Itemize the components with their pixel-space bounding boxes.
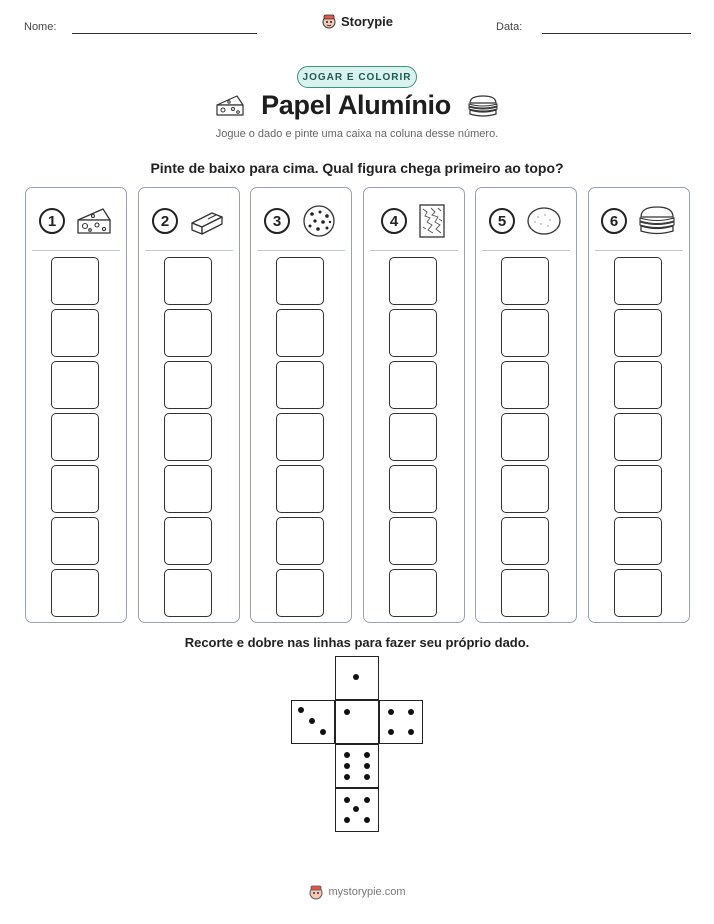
footer [0,884,714,900]
die-pip [388,729,394,735]
color-box[interactable] [164,517,212,565]
color-box[interactable] [51,569,99,617]
color-box[interactable] [389,257,437,305]
color-box[interactable] [501,309,549,357]
die-instruction: Recorte e dobre nas linhas para fazer seu próprio dado. [184,635,530,650]
cheese-icon [75,205,113,237]
column-4 [363,187,465,623]
column-header [26,202,126,240]
column-divider [145,250,233,251]
page-title: Papel Alumínio [261,90,451,120]
column-header [251,202,351,240]
die-pip [344,752,350,758]
die-pip [353,806,359,812]
color-box[interactable] [276,413,324,461]
color-box[interactable] [276,257,324,305]
color-box[interactable] [501,413,549,461]
color-box[interactable] [389,569,437,617]
die-pip [353,674,359,680]
footer-url[interactable]: mystorypie.com [328,886,406,898]
brand-name: Storypie [340,13,393,29]
color-box[interactable] [276,569,324,617]
color-box[interactable] [389,517,437,565]
column-number: 3 [264,208,290,234]
color-box[interactable] [164,569,212,617]
column-header [476,202,576,240]
die-pip [388,709,394,715]
color-box[interactable] [501,465,549,513]
color-box[interactable] [276,517,324,565]
die-face-5 [335,788,379,832]
color-box[interactable] [51,465,99,513]
name-label: Nome: [24,21,57,33]
die-pip [344,797,350,803]
sandwich-icon [467,93,499,119]
color-box[interactable] [276,309,324,357]
die-face-6 [335,744,379,788]
color-box[interactable] [614,361,662,409]
column-number: 2 [152,208,178,234]
die-pip [364,817,370,823]
activity-badge: JOGAR E COLORIR [297,66,417,88]
color-box[interactable] [164,309,212,357]
die-face-3 [291,700,335,744]
die-pip [320,729,326,735]
column-divider [257,250,345,251]
column-header [364,202,464,240]
die-pip [408,709,414,715]
column-1 [25,187,127,623]
color-box[interactable] [164,361,212,409]
die-pip [364,763,370,769]
die-pip [364,774,370,780]
color-box[interactable] [501,569,549,617]
color-box[interactable] [389,309,437,357]
color-box[interactable] [276,465,324,513]
die-pip [309,718,315,724]
color-box[interactable] [614,413,662,461]
column-header [589,202,689,240]
color-box[interactable] [389,465,437,513]
die-pip [364,797,370,803]
color-box[interactable] [164,257,212,305]
color-box[interactable] [501,361,549,409]
column-number: 6 [601,208,627,234]
die-pip [364,752,370,758]
color-box[interactable] [51,361,99,409]
color-box[interactable] [164,465,212,513]
color-box[interactable] [164,413,212,461]
die-face-1-center [335,700,379,744]
color-box[interactable] [614,465,662,513]
die-pip [344,709,350,715]
color-box[interactable] [501,257,549,305]
color-box[interactable] [614,569,662,617]
column-divider [595,250,683,251]
color-box[interactable] [389,361,437,409]
column-number: 1 [39,208,65,234]
column-6 [588,187,690,623]
column-3 [250,187,352,623]
column-divider [32,250,120,251]
cheese-icon [215,93,245,119]
color-box[interactable] [51,309,99,357]
die-pip [344,817,350,823]
color-box[interactable] [501,517,549,565]
color-box[interactable] [276,361,324,409]
die-pip [344,774,350,780]
column-divider [370,250,458,251]
color-box[interactable] [389,413,437,461]
subtitle: Jogue o dado e pinte uma caixa na coluna desse número. [215,128,499,140]
name-line [72,33,257,34]
cookie-icon [300,204,338,238]
date-label: Data: [496,21,523,33]
column-header [139,202,239,240]
color-box[interactable] [614,257,662,305]
color-box[interactable] [51,517,99,565]
color-box[interactable] [51,413,99,461]
die-pip [298,707,304,713]
die-pip [344,763,350,769]
foil-sheet-icon [417,203,447,239]
egg-icon [525,205,563,237]
storypie-mascot-icon [321,13,337,29]
color-box[interactable] [51,257,99,305]
column-2 [138,187,240,623]
column-number: 4 [381,208,407,234]
date-line [542,33,691,34]
column-divider [482,250,570,251]
die-face-1 [335,656,379,700]
instruction: Pinte de baixo para cima. Qual figura chega primeiro ao topo? [150,160,564,176]
butter-icon [188,205,226,237]
die-face-4 [379,700,423,744]
title-row [0,90,714,121]
color-box[interactable] [614,309,662,357]
column-number: 5 [489,208,515,234]
die-pip [408,729,414,735]
storypie-mascot-icon [308,884,324,900]
sandwich-icon [637,204,677,238]
column-5 [475,187,577,623]
brand-logo [0,13,714,29]
color-box[interactable] [614,517,662,565]
